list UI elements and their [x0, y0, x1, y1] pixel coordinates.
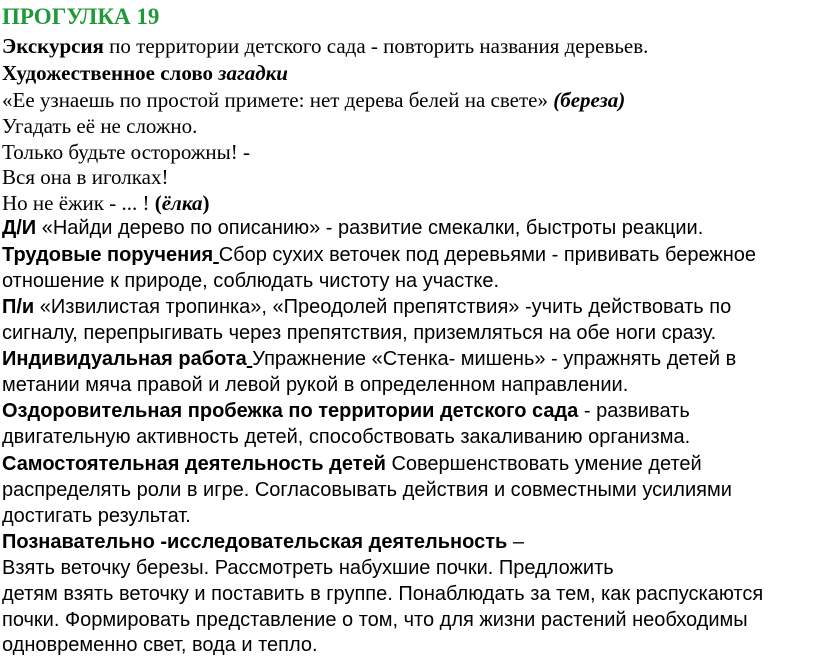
- jogging-line-1: [2, 398, 690, 424]
- excursion-line: [2, 33, 648, 59]
- didactic-game-label: Д/И: [2, 217, 37, 239]
- research-line-4: одновременно свет, вода и тепло.: [2, 634, 318, 656]
- individual-text-1: Упражнение «Стенка- мишень» - упражнять детей в: [252, 348, 737, 370]
- riddle-fir-line-4: [2, 190, 209, 216]
- riddle-birch-text: «Ее узнаешь по простой примете: нет дерева белей на свете»: [2, 88, 554, 112]
- jogging-label: Оздоровительная пробежка по территории детского сада: [2, 400, 579, 422]
- riddle-birch-answer: (береза): [553, 88, 626, 112]
- excursion-text: по территории детского сада - повторить названия деревьев.: [103, 34, 649, 58]
- research-label: Познавательно -исследовательская деятельность: [2, 531, 508, 553]
- independent-label: Самостоятельная деятельность детей: [2, 453, 386, 475]
- art-word-label-italic: загадки: [218, 61, 288, 85]
- outdoor-game-label: П/и: [2, 296, 35, 318]
- excursion-label: Экскурсия: [2, 34, 104, 58]
- page-title: ПРОГУЛКА 19: [2, 4, 160, 29]
- riddle-fir-line-4-start: Но не ёжик - ... !: [2, 191, 155, 215]
- individual-line-1: [2, 346, 736, 372]
- riddle-fir-line-1: Угадать её не сложно.: [2, 114, 198, 138]
- labor-text-1: Сбор сухих веточек под деревьями - прививать бережное: [218, 244, 757, 266]
- outdoor-game-line-1: [2, 294, 731, 320]
- outdoor-game-line-2: сигналу, перепрыгивать через препятствия, приземляться на обе ноги сразу.: [2, 322, 717, 344]
- research-line-3: почки. Формировать представление о том, что для жизни растений необходимы: [2, 609, 748, 631]
- independent-text-1: Совершенствовать умение детей: [385, 453, 702, 475]
- riddle-fir-answer-open: (: [154, 191, 162, 215]
- labor-line-2: отношение к природе, соблюдать чистоту на участке.: [2, 270, 500, 292]
- research-line-2: детям взять веточку и поставить в группе. Понаблюдать за тем, как распускаются: [2, 583, 764, 605]
- riddle-fir-answer-close: ): [202, 191, 210, 215]
- riddle-fir-answer: ёлка: [161, 191, 203, 215]
- labor-label: Трудовые поручения: [2, 244, 214, 266]
- labor-line-1: [2, 242, 756, 268]
- didactic-game-text: «Найди дерево по описанию» - развитие смекалки, быстроты реакции.: [36, 217, 704, 239]
- independent-line-1: [2, 451, 702, 477]
- research-text-0: –: [507, 531, 524, 553]
- outdoor-game-text-1: «Извилистая тропинка», «Преодолей препятствия» -учить действовать по: [34, 296, 732, 318]
- riddle-fir-line-3: Вся она в иголках!: [2, 165, 169, 189]
- individual-label: Индивидуальная работа: [2, 348, 247, 370]
- research-line-1: Взять веточку березы. Рассмотреть набухшие почки. Предложить: [2, 557, 614, 579]
- individual-line-2: метании мяча правой и левой рукой в определенном направлении.: [2, 374, 629, 396]
- riddle-birch: [2, 87, 625, 113]
- art-word-label: Художественное слово: [2, 61, 219, 85]
- art-word-heading: [2, 60, 288, 86]
- didactic-game-line: [2, 215, 703, 241]
- independent-line-2: распределять роли в игре. Согласовывать действия и совместными усилиями: [2, 479, 732, 501]
- independent-line-3: достигать результат.: [2, 505, 191, 527]
- riddle-fir-line-2: Только будьте осторожны! -: [2, 140, 251, 164]
- jogging-text-1: - развивать: [578, 400, 690, 422]
- jogging-line-2: двигательную активность детей, способствовать закаливанию организма.: [2, 426, 691, 448]
- research-line-0: [2, 529, 524, 555]
